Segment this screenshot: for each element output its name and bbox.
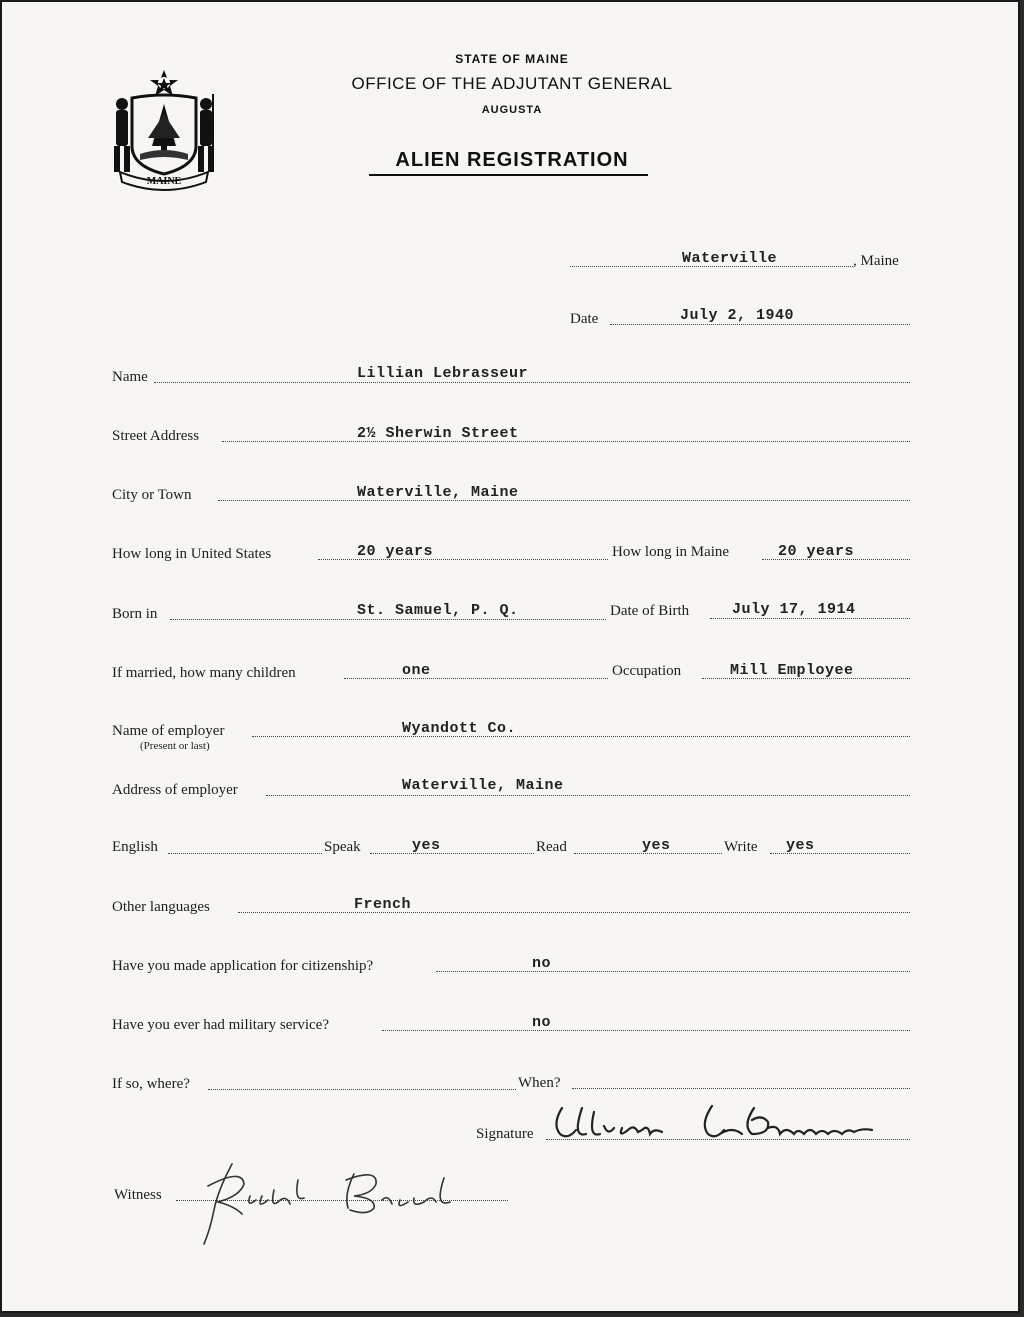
military-label: Have you ever had military service? [112,1017,329,1033]
english-label: English [112,839,158,855]
maine-years-label: How long in Maine [612,544,730,560]
street-line [222,441,910,442]
street-label: Street Address [112,428,200,444]
military-line [382,1030,910,1031]
date-line [610,324,910,325]
street-value: 2½ Sherwin Street [357,425,519,442]
employer-line [252,736,910,737]
witness-label: Witness [114,1187,162,1203]
name-value: Lillian Lebrasseur [357,365,529,382]
citizenship-label: Have you made application for citizenship? [112,958,374,974]
speak-value: yes [412,837,441,854]
office-heading: OFFICE OF THE ADJUTANT GENERAL [351,74,673,93]
write-label: Write [724,839,758,855]
speak-line [370,853,534,854]
employer-address-value: Waterville, Maine [402,777,564,794]
witness-signature [178,1150,488,1250]
occupation-value: Mill Employee [730,662,854,679]
location-suffix: , Maine [853,253,899,269]
children-line [344,678,608,679]
other-languages-label: Other languages [112,899,210,915]
where-label: If so, where? [112,1076,190,1092]
citizenship-value: no [532,955,552,972]
born-line [170,619,606,620]
children-label: If married, how many children [112,665,296,681]
maine-years-value: 20 years [778,543,855,560]
read-label: Read [536,839,567,855]
location-value: Waterville [682,250,778,267]
english-line [168,853,322,854]
occupation-label: Occupation [612,663,682,679]
title-underline [369,174,648,176]
when-line [572,1088,910,1089]
children-value: one [402,662,431,679]
signature-label: Signature [476,1126,534,1142]
where-line [208,1089,516,1090]
born-value: St. Samuel, P. Q. [357,602,519,619]
employer-label: Name of employer [112,723,225,739]
city-line [218,500,910,501]
form-title: ALIEN REGISTRATION [395,149,629,171]
dob-label: Date of Birth [610,603,690,619]
date-value: July 2, 1940 [680,307,795,324]
applicant-signature [542,1094,922,1148]
write-value: yes [786,837,815,854]
when-label: When? [518,1075,561,1091]
maine-seal-icon [110,68,218,192]
employer-value: Wyandott Co. [402,720,517,737]
born-label: Born in [112,606,158,622]
city-label: City or Town [112,487,192,503]
employer-sublabel: (Present or last) [140,740,210,752]
city-value: Waterville, Maine [357,484,519,501]
name-line [154,382,910,383]
date-label: Date [570,311,599,327]
dob-line [710,618,910,619]
speak-label: Speak [324,839,361,855]
other-languages-line [238,912,910,913]
employer-address-line [266,795,910,796]
military-value: no [532,1014,552,1031]
us-years-label: How long in United States [112,546,272,562]
employer-address-label: Address of employer [112,782,238,798]
dob-value: July 17, 1914 [732,601,856,618]
name-label: Name [112,369,148,385]
us-years-value: 20 years [357,543,434,560]
citizenship-line [436,971,910,972]
read-value: yes [642,837,671,854]
city-heading: AUGUSTA [481,104,543,116]
seal-ribbon: MAINE [146,176,182,187]
other-languages-value: French [354,896,412,913]
state-heading: STATE OF MAINE [455,52,569,66]
